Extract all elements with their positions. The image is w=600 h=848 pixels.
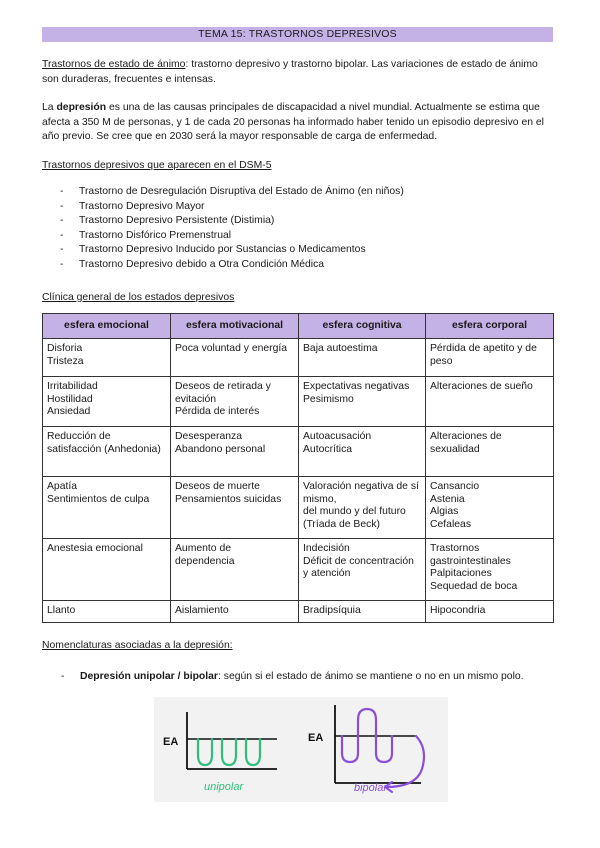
cell-text: Baja autoestima [303, 343, 378, 355]
cell-text: Aumento de dependencia [175, 543, 235, 567]
cell-corporal [426, 601, 554, 623]
nomenclatura-text: : según si el estado de ánimo se mantiene o no en un mismo polo. [217, 670, 524, 682]
cell-text: Pesimismo [303, 393, 354, 405]
list-dash: - [61, 670, 65, 682]
nomenclatura-term: Depresión unipolar / bipolar [80, 670, 218, 682]
cell-text: Llanto [47, 605, 76, 617]
dsm-heading: Trastornos depresivos que aparecen en el DSM-5 [42, 159, 272, 171]
cell-cognitiva [299, 427, 426, 477]
intro-term: Trastornos de estado de ánimo [42, 59, 186, 70]
header-esfera-motivacional: esfera motivacional [171, 314, 299, 339]
dsm-item: - Trastorno Depresivo Mayor [60, 200, 553, 215]
cell-emocional [43, 339, 171, 377]
table-row [43, 539, 554, 601]
cell-text: Bradipsíquia [303, 605, 361, 617]
header-esfera-emocional: esfera emocional [43, 314, 171, 339]
cell-text: Anestesia emocional [47, 543, 143, 555]
cell-text: Pérdida de apetito y de peso [430, 343, 537, 367]
cell-cognitiva [299, 377, 426, 427]
cell-text: del mundo y del futuro [303, 506, 406, 518]
cell-cognitiva [299, 339, 426, 377]
cell-emocional [43, 601, 171, 623]
cell-text: Hostilidad [47, 393, 93, 405]
cell-text: Valoración negativa de sí mismo, [303, 481, 419, 505]
cell-emocional [43, 377, 171, 427]
polarity-sketch-svg [154, 697, 448, 802]
cell-text: Pensamientos suicidas [175, 493, 282, 505]
cell-text: Tristeza [47, 355, 84, 367]
bipolar-wave [342, 709, 424, 787]
cell-text: Palpitaciones [430, 568, 492, 580]
cell-text: Autocrítica [303, 443, 353, 455]
cell-emocional [43, 427, 171, 477]
dsm-item: - Trastorno Depresivo Persistente (Distimia) [60, 214, 553, 229]
caption-unipolar: unipolar [204, 781, 244, 793]
cell-emocional [43, 477, 171, 539]
cell-text: Autoacusación [303, 431, 372, 443]
clinica-heading: Clínica general de los estados depresivos [42, 291, 235, 303]
cell-motivacional [171, 539, 299, 601]
cell-motivacional [171, 339, 299, 377]
cell-corporal [426, 477, 554, 539]
cell-motivacional [171, 601, 299, 623]
cell-text: Alteraciones de sexualidad [430, 431, 502, 455]
cell-corporal [426, 539, 554, 601]
cell-text: Cansancio [430, 481, 480, 493]
cell-text: Abandono personal [175, 443, 266, 455]
dsm-list [42, 185, 553, 273]
cell-text: (Tríada de Beck) [303, 518, 380, 530]
cell-text: Algias [430, 506, 459, 518]
cell-text: Poca voluntad y energía [175, 343, 288, 355]
cell-text: Expectativas negativas [303, 381, 410, 393]
cell-motivacional [171, 477, 299, 539]
cell-text: Hipocondria [430, 605, 486, 617]
table-body [43, 339, 554, 623]
cell-text: Deseos de retirada y evitación [175, 381, 271, 405]
clinica-table [42, 313, 554, 623]
cell-cognitiva [299, 477, 426, 539]
cell-text: Indecisión [303, 543, 350, 555]
table-row [43, 339, 554, 377]
cell-text: Reducción de satisfacción (Anhedonia) [47, 431, 161, 455]
cell-text: Apatía [47, 481, 78, 493]
cell-motivacional [171, 377, 299, 427]
depresion-paragraph [42, 101, 553, 145]
axis-label-bipolar: EA [308, 732, 324, 744]
cell-text: Disforia [47, 343, 83, 355]
cell-text: Desesperanza [175, 431, 243, 443]
dsm-item: - Trastorno Disfórico Premenstrual [60, 229, 553, 244]
table-row [43, 477, 554, 539]
cell-text: Trastornos gastrointestinales [430, 543, 511, 567]
depresion-term: depresión [56, 102, 107, 113]
cell-text: Ansiedad [47, 406, 91, 418]
page-title: TEMA 15: TRASTORNOS DEPRESIVOS [42, 27, 553, 42]
document-page [42, 27, 553, 684]
cell-text: Astenia [430, 493, 465, 505]
unipolar-wave [198, 739, 260, 765]
nomenclaturas-heading: Nomenclaturas asociadas a la depresión: [42, 640, 233, 652]
axis-label-unipolar: EA [163, 736, 179, 748]
cell-corporal [426, 377, 554, 427]
cell-corporal [426, 339, 554, 377]
polarity-sketch [154, 697, 448, 802]
dsm-item: - Trastorno Depresivo Inducido por Sustancias o Medicamentos [60, 243, 553, 258]
nomenclatura-item [42, 670, 553, 685]
cell-text: Aislamiento [175, 605, 229, 617]
caption-bipolar: bipolar [354, 782, 388, 794]
intro-text: : trastorno depresivo y trastorno bipolar. Las variaciones de estado de ánimo son duraderas, frecuentes e intensas. [42, 59, 538, 85]
table-row [43, 427, 554, 477]
dsm-item: - Trastorno Depresivo debido a Otra Condición Médica [60, 258, 553, 273]
depresion-pre: La [42, 102, 57, 113]
header-esfera-cognitiva: esfera cognitiva [299, 314, 426, 339]
cell-text: Cefaleas [430, 518, 472, 530]
cell-text: Sequedad de boca [430, 580, 518, 592]
cell-text: Déficit de concentración y atención [303, 555, 414, 580]
intro-paragraph [42, 58, 553, 87]
table-row [43, 601, 554, 623]
table-header-row [43, 314, 554, 339]
dsm-item: - Trastorno de Desregulación Disruptiva del Estado de Ánimo (en niños) [60, 185, 553, 200]
cell-cognitiva [299, 601, 426, 623]
cell-motivacional [171, 427, 299, 477]
depresion-text: es una de las causas principales de discapacidad a nivel mundial. Actualmente se estima que afecta a 350 M de personas, y 1 de cada 20 personas ha informado haber tenido un episodio depresivo en el año previo. Se cree que en 2030 será la mayor responsable de carga de enfermedad. [42, 102, 544, 142]
cell-text: Sentimientos de culpa [47, 493, 150, 505]
cell-emocional [43, 539, 171, 601]
table-row [43, 377, 554, 427]
cell-corporal [426, 427, 554, 477]
cell-text: Irritabilidad [47, 381, 98, 393]
header-esfera-corporal: esfera corporal [426, 314, 554, 339]
cell-text: Alteraciones de sueño [430, 381, 533, 393]
cell-text: Deseos de muerte [175, 481, 260, 493]
cell-text: Pérdida de interés [175, 406, 260, 418]
cell-cognitiva [299, 539, 426, 601]
